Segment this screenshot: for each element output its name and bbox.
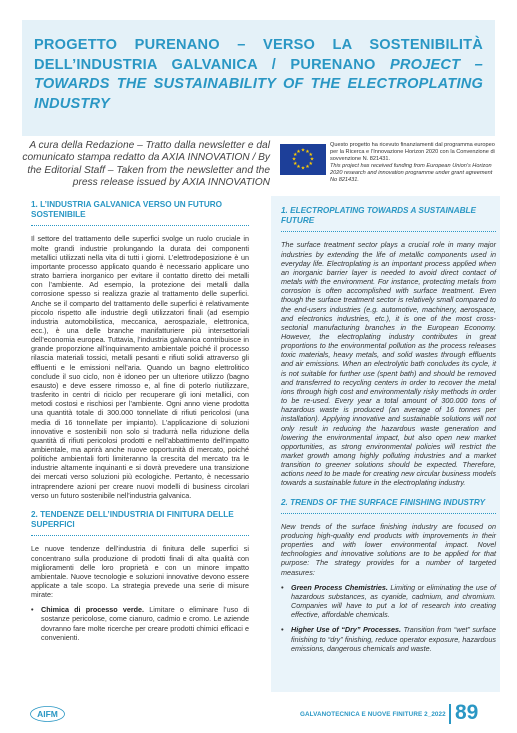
section-heading-1-it: 1. L’INDUSTRIA GALVANICA VERSO UN FUTURO SOSTENIBILE xyxy=(31,200,249,226)
page-number: 89 xyxy=(455,701,479,724)
svg-text:★: ★ xyxy=(291,156,297,163)
title-english: PROJECT – TOWARDS THE SUSTAINABILITY OF THE ELECTROPLATING INDUSTRY xyxy=(34,56,483,112)
measures-list-en xyxy=(281,583,496,653)
svg-text:★: ★ xyxy=(292,161,298,167)
svg-text:★: ★ xyxy=(300,147,306,154)
svg-text:★: ★ xyxy=(296,148,301,155)
bullet-text: Limitare o eliminare l’uso di sostanze pericolose, come cianuro, cadmio e cromo. Le aziende dovranno fare molte ricerche per creare prodotti chimici efficaci e convenienti. xyxy=(41,605,249,642)
editorial-credit: A cura della Redazione – Tratto dalla newsletter e dal comunicato stampa redatto da AXIA INNOVATION / By the Editorial Staff – Taken from the newsletter and the press release issued by AXIA INNOVATION xyxy=(22,140,270,189)
section-body-1-en: The surface treatment sector plays a crucial role in many major industries by extending the life of metallic components used in everyday life. Electroplating is an important process applied when an inorganic barrier layer is needed to avoid direct contact of metals with the environment. For instance, protecting metals from corrosion is often accomplished with surface treatment. Even though the surface treatment sector is relatively small compared to the end-users industries (e.g. automotive, machinery, aerospace, and electronics industries, etc.), it is one of the most cross-sectorial manufacturing branches in the European Economy. However, the electroplating industry contributes in great proportions to the environmental pollution as the process releases toxic materials, heavy metals, and solid wastes through effluents and air emissions. When an electrolytic bath concludes its cycle, it is not suitable for further use (spent bath) and should be removed and transferred to recycling centers in order to recover the metal ions through high cost and environmentally risky methods in order to be re-used. Every year a total amount of 300.000 tons of hazardous waste is produced (an average of 16 tonnes per installation). Applying innovative and sustainable solutions will not only result in reducing the hazardous waste generation and lowering the environmental impact, but also open new market opportunities, as strong environmental policies will restrict the market growth among highly polluting industries and a market transition to greener solutions should be expected. Therefore, actions need to be made for creating new circular business models towards a sustainable future in the electroplating industry. xyxy=(281,240,496,488)
section-body-2-it: Le nuove tendenze dell’industria di finitura delle superfici si concentrano sulla produzione di prodotti finali di alta qualità con miglioramenti delle loro proprietà e con un minore impatto ambientale. Nuove tecnologie e soluzioni innovative devono essere applicate a tale scopo. La strategia prevede una serie di misure mirate: xyxy=(31,544,249,600)
bullet-title: Chimica di processo verde. xyxy=(41,605,145,615)
journal-name: GALVANOTECNICA E NUOVE FINITURE 2_2022 xyxy=(300,711,446,718)
svg-text:★: ★ xyxy=(309,156,315,163)
svg-text:★: ★ xyxy=(296,164,301,171)
section-heading-1-en: 1. ELECTROPLATING TOWARDS A SUSTAINABLE FUTURE xyxy=(281,206,496,232)
english-column xyxy=(271,196,500,692)
list-item xyxy=(31,605,249,642)
section-body-2-en: New trends of the surface finishing industry are focused on producing high-quality end products with improvements in their properties and with lower environmental impact. Novel technologies and innovative solutions are to be applied for that purpose: The strategy provides for a number of targeted measures: xyxy=(281,521,496,577)
section-heading-2-it: 2. TENDENZE DELL’INDUSTRIA DI FINITURA DELLE SUPERFICI xyxy=(31,510,249,536)
svg-text:★: ★ xyxy=(308,161,314,167)
list-item xyxy=(281,625,496,652)
footer-divider xyxy=(449,704,451,724)
section-heading-2-en: 2. TRENDS OF THE SURFACE FINISHING INDUSTRY xyxy=(281,498,496,514)
eu-flag-icon xyxy=(280,144,326,175)
bullet-title: Green Process Chemistries. xyxy=(291,582,388,592)
title-italian: PROGETTO PURENANO – VERSO LA SOSTENIBILITÀ DELL’INDUSTRIA GALVANICA / PURENANO xyxy=(34,37,483,73)
title-banner xyxy=(22,20,495,136)
svg-text:★: ★ xyxy=(308,152,314,158)
bullet-title: Higher Use of “Dry” Processes. xyxy=(291,625,401,635)
svg-text:★: ★ xyxy=(300,165,306,172)
bullet-text: Transition from “wet” surface finishing to “dry” finishing, reduce operator exposure, hazardous emissions, dangerous chemicals and waste. xyxy=(291,625,496,653)
section-body-1-it: Il settore del trattamento delle superfici svolge un ruolo cruciale in molte grandi industrie prolungando la durata dei componenti metallici utilizzati nella vita di tutti i giorni. L’elettrodeposizione è un importante processo applicato quando è necessario applicare uno strato barriera inorganico per evitare il contatto diretto dei metalli con l’ambiente. Ad esempio, la protezione dei metalli dalla corrosione spesso si realizza grazie al trattamento delle superfici. Anche se il comparto del trattamento delle superfici è relativamente piccolo rispetto alle industrie degli utilizzatori finali (ad esempio industria automobilistica, meccanica, aerospaziale, elettronica, ecc.), è una delle branche manifatturiere più intersettoriali dell’economia europea. Tuttavia, l’industria galvanica contribuisce in grande proporzione all’inquinamento ambientale poiché il processo rilascia materiali tossici, metalli pesanti e rifiuti solidi attraverso gli effluenti e le emissioni nell’aria. Quando un bagno elettrolitico conclude il suo ciclo, non è idoneo per un ulteriore utilizzo (bagno esausto) e deve essere rimosso e, al fine di poterlo riutilizzare, trasferito in centri di riciclo per recuperare gli ioni metallici, con metodi costosi e rischiosi per l’ambiente. Ogni anno viene prodotta una quantità totale di 300.000 tonnellate di rifiuti pericolosi (una media di 16 tonnellate per impianto). L’applicazione di soluzioni innovative e sostenibili non solo si tradurrà nella riduzione della quantità di rifiuti pericolosi prodotti e nell’abbattimento dell’impatto ambientale, ma aprirà anche nuove opportunità di mercato, poiché politiche ambientali forti limiteranno la crescita del mercato tra le industrie altamente inquinanti e si dovrà prevedere una transizione dei mercati verso soluzioni più ecologiche. Pertanto, è necessario intraprendere azioni per creare nuovi modelli di business circolari verso un futuro sostenibile nell’industria galvanica. xyxy=(31,234,249,500)
funding-note xyxy=(330,142,498,184)
svg-text:★: ★ xyxy=(292,152,298,158)
aifm-logo xyxy=(30,706,65,722)
article-title xyxy=(34,36,483,114)
svg-text:★: ★ xyxy=(305,164,310,171)
funding-note-italian: Questo progetto ha ricevuto finanziamenti dal programma europeo per la Ricerca e l’Innovazione Horizon 2020 con la Convenzione di sovvenzione N. 821431. xyxy=(330,142,495,162)
aifm-logo-text: AIFM xyxy=(37,709,58,719)
measures-list-it xyxy=(31,605,249,642)
italian-column xyxy=(31,200,249,648)
funding-note-english: This project has received funding from European Union’s Horizon 2020 research and innovation programme under grant agreement No 821431. xyxy=(330,163,493,184)
svg-text:★: ★ xyxy=(305,148,310,155)
list-item xyxy=(281,583,496,620)
bullet-text: Limiting or eliminating the use of hazardous substances, as cyanide, cadmium, and chromium. Companies will have to put a lot of research into creating effective, affordable chemicals. xyxy=(291,582,496,620)
